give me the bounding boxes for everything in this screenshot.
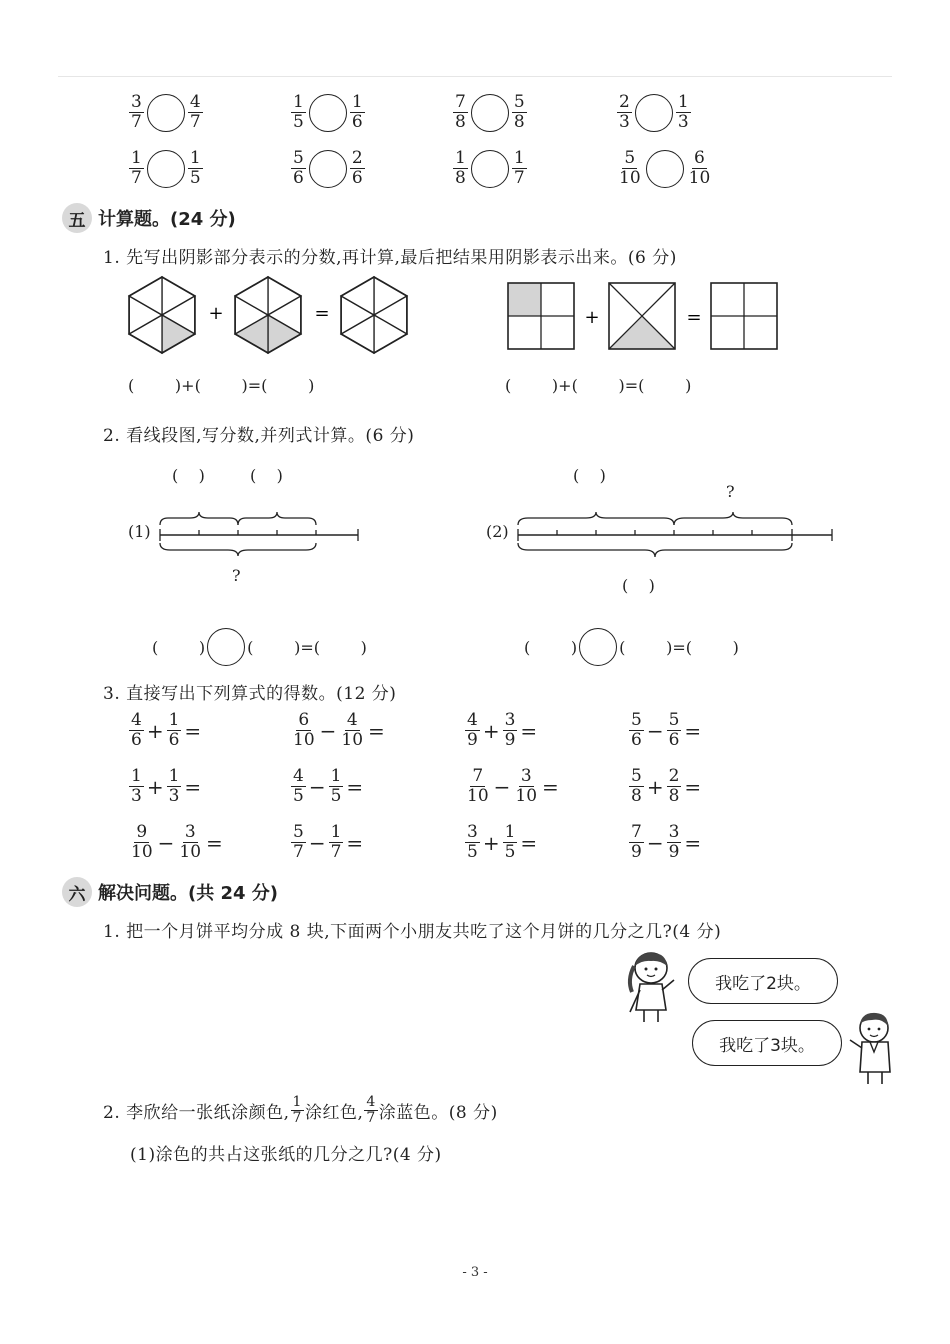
diagram-2-question-mark: ? <box>726 482 735 501</box>
compare-right-fraction <box>512 93 527 132</box>
expression-second-fraction-den: 3 <box>168 786 180 806</box>
fraction-red-den: 7 <box>292 1110 302 1126</box>
diagram-2-operator-circle[interactable] <box>579 628 617 666</box>
section-6-title: 解决问题。(共 24 分) <box>98 883 279 904</box>
compare-left-fraction-num: 2 <box>619 92 630 112</box>
expression-second-fraction-num: 1 <box>168 710 180 730</box>
expression-second-fraction-num: 3 <box>520 766 532 786</box>
expression-first-fraction-den: 10 <box>467 786 489 806</box>
equals-blank[interactable]: = <box>684 718 702 743</box>
section-5-title: 计算题。(24 分) <box>98 209 236 230</box>
operator: − <box>157 830 175 855</box>
expression-first-fraction-den: 6 <box>631 730 642 750</box>
operator: + <box>646 774 664 799</box>
expression-first-fraction <box>291 823 306 862</box>
equals-blank[interactable]: = <box>520 718 538 743</box>
expression <box>128 823 225 862</box>
expression <box>464 767 561 806</box>
boy-speech-text: 我吃了3块。 <box>719 1035 815 1056</box>
line-diagram-1 <box>150 505 365 565</box>
expression-first-fraction-den: 7 <box>293 842 304 862</box>
expression <box>464 711 539 750</box>
expression-second-fraction-num: 1 <box>330 766 342 786</box>
expression-first-fraction <box>629 767 644 806</box>
section-5-number: 五 <box>62 203 92 233</box>
equals-blank[interactable]: = <box>684 830 702 855</box>
question-6-2-suffix: 涂蓝色。(8 分) <box>378 1103 498 1123</box>
expression-first-fraction-den: 3 <box>131 786 142 806</box>
operator: − <box>319 718 337 743</box>
expression-second-fraction-den: 10 <box>341 730 364 750</box>
expression-second-fraction <box>329 767 344 806</box>
question-6-1: 1. 把一个月饼平均分成 8 块,下面两个小朋友共吃了这个月饼的几分之几?(4 分) <box>103 922 722 942</box>
square-b <box>609 283 675 349</box>
expression-first-fraction-num: 7 <box>631 822 642 842</box>
expression-second-fraction <box>667 711 682 750</box>
expression-first-fraction <box>629 711 644 750</box>
expression-first-fraction <box>465 823 480 862</box>
expression-first-fraction-num: 7 <box>472 766 484 786</box>
hexagon <box>341 277 407 353</box>
equals-blank[interactable]: = <box>684 774 702 799</box>
operator: + <box>482 830 500 855</box>
question-6-2 <box>103 1095 498 1126</box>
plus-sign-2: + <box>584 307 600 328</box>
expression <box>290 767 365 806</box>
compare-left-fraction-den: 5 <box>293 112 304 132</box>
compare-left-fraction-den: 8 <box>455 112 466 132</box>
compare-left-fraction-den: 7 <box>131 112 142 132</box>
operator: − <box>646 718 664 743</box>
diagram-1-label: (1) <box>128 522 151 541</box>
expression-second-fraction <box>339 711 365 750</box>
compare-left-fraction <box>617 149 643 188</box>
square-figures <box>500 278 790 358</box>
diagram-1-top-paren-a[interactable]: ( ) <box>172 466 205 485</box>
expression-first-fraction <box>465 711 480 750</box>
fraction-blue <box>364 1095 377 1126</box>
compare-left-fraction <box>617 93 632 132</box>
expression <box>628 767 703 806</box>
expression-first-fraction <box>129 823 155 862</box>
girl-speech-bubble <box>688 958 838 1004</box>
question-5-2: 2. 看线段图,写分数,并列式计算。(6 分) <box>103 426 415 446</box>
answer-line-hexagons[interactable]: ( )+( )=( ) <box>128 376 315 395</box>
expression-second-fraction <box>167 767 182 806</box>
compare-right-fraction <box>676 93 691 132</box>
expression-second-fraction <box>503 823 518 862</box>
compare-left-fraction <box>291 93 306 132</box>
compare-left-fraction <box>453 93 468 132</box>
diagram-2-calc-blank-1[interactable]: ( ) <box>524 637 578 657</box>
compare-left-fraction-den: 10 <box>619 168 641 188</box>
expression-second-fraction <box>667 767 682 806</box>
compare-right-fraction-den: 10 <box>688 168 711 188</box>
girl-illustration <box>624 950 684 1025</box>
expression <box>464 823 539 862</box>
compare-right-fraction-num: 2 <box>351 148 363 168</box>
compare-right-fraction-num: 4 <box>189 92 201 112</box>
operator: − <box>646 830 664 855</box>
compare-left-fraction <box>291 149 306 188</box>
compare-right-fraction-den: 5 <box>189 168 201 188</box>
diagram-1-operator-circle[interactable] <box>207 628 245 666</box>
fraction-red-num: 1 <box>292 1094 302 1110</box>
compare-right-fraction-den: 6 <box>351 168 363 188</box>
compare-left-fraction-num: 5 <box>293 148 304 168</box>
expression-first-fraction-den: 10 <box>131 842 153 862</box>
compare-right-fraction-num: 6 <box>694 148 705 168</box>
expression-first-fraction-num: 4 <box>467 710 478 730</box>
diagram-2-bottom-paren[interactable]: ( ) <box>622 576 655 595</box>
expression-first-fraction-num: 5 <box>293 822 304 842</box>
operator: + <box>482 718 500 743</box>
square-c <box>711 283 777 349</box>
compare-left-fraction-num: 1 <box>293 92 304 112</box>
compare-left-fraction-den: 7 <box>131 168 142 188</box>
diagram-2-calc-rest[interactable]: ( )=( ) <box>619 637 739 657</box>
expression-second-fraction-num: 1 <box>168 766 180 786</box>
operator: − <box>308 774 326 799</box>
expression <box>128 711 203 750</box>
expression-second-fraction-den: 10 <box>179 842 202 862</box>
page-number: - 3 - <box>462 1265 488 1280</box>
compare-left-fraction <box>453 149 468 188</box>
expression-first-fraction-num: 5 <box>631 766 642 786</box>
equals-blank[interactable]: = <box>520 830 538 855</box>
expression-second-fraction <box>513 767 539 806</box>
expression-second-fraction <box>667 823 682 862</box>
compare-right-fraction-den: 8 <box>513 112 525 132</box>
expression-second-fraction <box>177 823 203 862</box>
compare-circle[interactable] <box>309 150 347 188</box>
expression-second-fraction <box>503 711 518 750</box>
compare-circle[interactable] <box>471 150 509 188</box>
expression-first-fraction-den: 10 <box>293 730 315 750</box>
compare-left-fraction-num: 1 <box>455 148 466 168</box>
expression-first-fraction-den: 5 <box>293 786 304 806</box>
expression-first-fraction-den: 6 <box>131 730 142 750</box>
expression-first-fraction <box>465 767 491 806</box>
compare-right-fraction-num: 1 <box>677 92 689 112</box>
expression-second-fraction-num: 2 <box>668 766 680 786</box>
answer-line-squares[interactable]: ( )+( )=( ) <box>505 376 692 395</box>
square-a <box>508 283 574 349</box>
compare-right-fraction <box>350 149 365 188</box>
hexagon-figures <box>120 272 420 362</box>
expression-second-fraction-den: 9 <box>504 730 516 750</box>
section-6-number: 六 <box>62 877 92 907</box>
question-6-2-mid: 涂红色, <box>304 1103 364 1123</box>
compare-right-fraction-den: 7 <box>513 168 525 188</box>
question-6-2-prefix: 2. 李欣给一张纸涂颜色, <box>103 1103 290 1123</box>
compare-circle[interactable] <box>471 94 509 132</box>
compare-left-fraction <box>129 93 144 132</box>
diagram-1-calc-rest[interactable]: ( )=( ) <box>247 637 367 657</box>
compare-right-fraction-num: 1 <box>351 92 363 112</box>
expression-second-fraction-den: 7 <box>330 842 342 862</box>
expression-second-fraction-num: 1 <box>330 822 342 842</box>
boy-illustration <box>846 1010 898 1085</box>
fraction-blue-den: 7 <box>366 1110 376 1126</box>
diagram-1-question-mark: ? <box>232 566 241 585</box>
compare-item <box>128 149 204 188</box>
line-diagram-2 <box>508 505 838 565</box>
compare-right-fraction-num: 1 <box>189 148 201 168</box>
operator: − <box>308 830 326 855</box>
diagram-1-top-paren-b[interactable]: ( ) <box>250 466 283 485</box>
plus-sign-1: + <box>208 303 224 324</box>
expression-second-fraction-num: 1 <box>504 822 516 842</box>
expression-second-fraction-den: 5 <box>504 842 516 862</box>
compare-right-fraction-den: 7 <box>189 112 201 132</box>
operator: − <box>493 774 511 799</box>
expression-first-fraction-num: 3 <box>467 822 478 842</box>
expression <box>290 823 365 862</box>
diagram-2-label: (2) <box>486 522 509 541</box>
expression-second-fraction-den: 8 <box>668 786 680 806</box>
expression <box>128 767 203 806</box>
compare-left-fraction-den: 3 <box>619 112 630 132</box>
hexagon <box>129 277 195 353</box>
expression-second-fraction-num: 3 <box>668 822 680 842</box>
section-6-heading <box>62 877 278 907</box>
compare-right-fraction <box>188 149 203 188</box>
compare-left-fraction-den: 8 <box>455 168 466 188</box>
fraction-red <box>291 1095 304 1126</box>
equals-blank[interactable]: = <box>184 718 202 743</box>
compare-right-fraction <box>687 149 713 188</box>
compare-right-fraction-num: 1 <box>513 148 525 168</box>
compare-item <box>128 93 204 132</box>
expression-first-fraction <box>629 823 644 862</box>
equals-blank[interactable]: = <box>542 774 559 799</box>
header-rule <box>58 76 892 77</box>
expression-second-fraction-den: 6 <box>668 730 680 750</box>
compare-circle[interactable] <box>646 150 684 188</box>
compare-left-fraction-num: 7 <box>455 92 466 112</box>
compare-right-fraction <box>350 93 365 132</box>
expression-first-fraction-den: 8 <box>631 786 642 806</box>
equals-blank[interactable]: = <box>184 774 202 799</box>
expression-first-fraction-num: 6 <box>298 710 310 730</box>
expression-second-fraction-num: 3 <box>504 710 516 730</box>
compare-circle[interactable] <box>147 94 185 132</box>
expression <box>628 823 703 862</box>
compare-left-fraction-num: 1 <box>131 148 142 168</box>
expression-second-fraction-den: 10 <box>515 786 538 806</box>
diagram-1-calc-line <box>152 628 367 666</box>
expression-second-fraction-den: 5 <box>330 786 342 806</box>
expression-first-fraction-den: 9 <box>467 730 478 750</box>
expression-first-fraction-num: 4 <box>293 766 304 786</box>
expression-second-fraction-num: 5 <box>668 710 680 730</box>
compare-right-fraction <box>512 149 527 188</box>
expression-second-fraction-num: 4 <box>346 710 358 730</box>
question-5-1: 1. 先写出阴影部分表示的分数,再计算,最后把结果用阴影表示出来。(6 分) <box>103 248 677 268</box>
equals-blank[interactable]: = <box>346 774 364 799</box>
compare-circle[interactable] <box>635 94 673 132</box>
fraction-blue-num: 4 <box>366 1094 376 1110</box>
hexagon <box>235 277 301 353</box>
compare-item <box>452 93 528 132</box>
section-5-heading <box>62 203 236 233</box>
expression <box>628 711 703 750</box>
compare-right-fraction-den: 6 <box>351 112 363 132</box>
compare-circle[interactable] <box>147 150 185 188</box>
compare-right-fraction-num: 5 <box>513 92 525 112</box>
compare-right-fraction-den: 3 <box>677 112 689 132</box>
expression-first-fraction <box>129 711 144 750</box>
diagram-2-calc-line <box>524 628 739 666</box>
equals-sign-2: = <box>686 307 702 328</box>
expression-first-fraction-num: 1 <box>131 766 142 786</box>
operator: + <box>146 718 164 743</box>
girl-speech-text: 我吃了2块。 <box>715 973 811 994</box>
question-5-3: 3. 直接写出下列算式的得数。(12 分) <box>103 684 397 704</box>
compare-item <box>616 93 692 132</box>
expression-second-fraction <box>167 711 182 750</box>
expression-second-fraction <box>329 823 344 862</box>
compare-left-fraction-num: 5 <box>624 148 636 168</box>
boy-speech-bubble <box>692 1020 842 1066</box>
compare-right-fraction <box>188 93 203 132</box>
expression-second-fraction-num: 3 <box>184 822 196 842</box>
expression-second-fraction-den: 9 <box>668 842 680 862</box>
compare-left-fraction-num: 3 <box>131 92 142 112</box>
expression-first-fraction-den: 9 <box>631 842 642 862</box>
compare-item <box>616 149 713 188</box>
expression-first-fraction-num: 5 <box>631 710 642 730</box>
compare-item <box>290 149 366 188</box>
compare-circle[interactable] <box>309 94 347 132</box>
expression-first-fraction-num: 4 <box>131 710 142 730</box>
expression-first-fraction-num: 9 <box>136 822 148 842</box>
compare-left-fraction <box>129 149 144 188</box>
equals-blank[interactable]: = <box>346 830 364 855</box>
diagram-2-top-paren[interactable]: ( ) <box>573 466 606 485</box>
equals-blank[interactable]: = <box>206 830 223 855</box>
expression-first-fraction-den: 5 <box>467 842 478 862</box>
expression-second-fraction-den: 6 <box>168 730 180 750</box>
equals-sign-1: = <box>314 303 330 324</box>
expression <box>290 711 387 750</box>
operator: + <box>146 774 164 799</box>
compare-left-fraction-den: 6 <box>293 168 304 188</box>
expression-first-fraction <box>129 767 144 806</box>
expression-first-fraction <box>291 711 317 750</box>
question-6-2-sub-1: (1)涂色的共占这张纸的几分之几?(4 分) <box>130 1145 442 1165</box>
compare-item <box>290 93 366 132</box>
compare-item <box>452 149 528 188</box>
diagram-1-calc-blank-1[interactable]: ( ) <box>152 637 206 657</box>
equals-blank[interactable]: = <box>368 718 385 743</box>
expression-first-fraction <box>291 767 306 806</box>
